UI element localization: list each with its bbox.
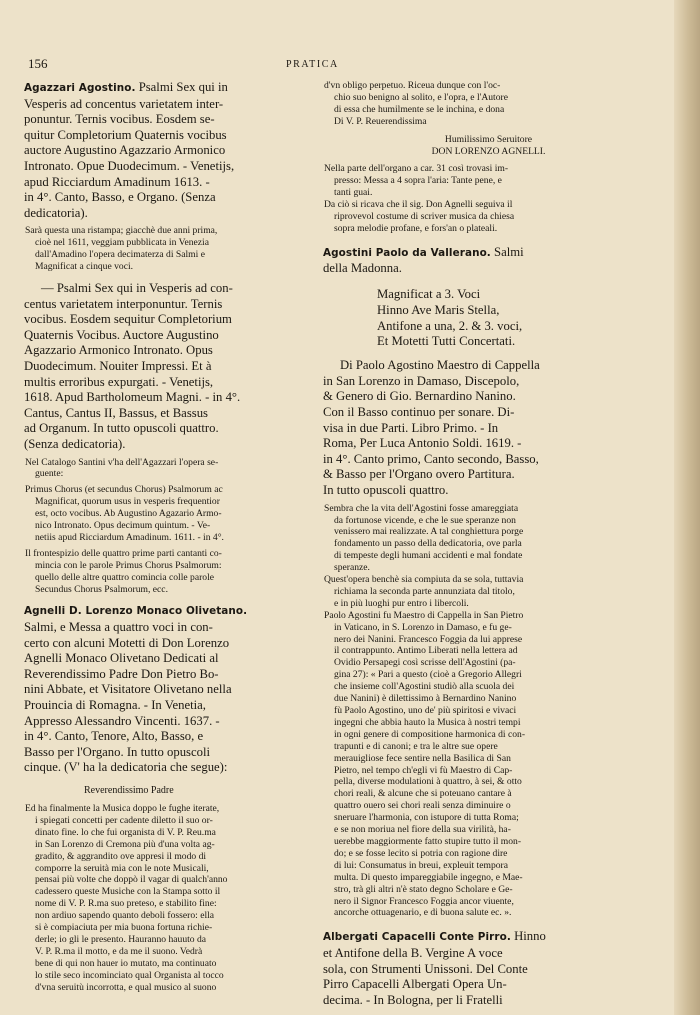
- entry-agazzari-1: [24, 80, 296, 221]
- entry-body: Salmi della Madonna.: [323, 244, 524, 276]
- page-number: 156: [28, 56, 48, 71]
- entry-body: Psalmi Sex qui in Vesperis ad concentus varietatem inter- ponuntur. Ternis vocibus. Eosdem se- quitur Completorium Quaternis vocibus auctore Augustino Agazzario Armonico Intronato. Opue Duodecimum. - Venetijs, apud Ricciardum Amadinum 1613. - in 4°. Canto, Basso, e Organo. (Senza dedicatoria).: [24, 80, 235, 220]
- right-column: [323, 80, 654, 1008]
- entry-note: Nella parte dell'organo a car. 31 così trovasi im- presso: Messa a 4 sopra l'aria: Tante pene, e tanti guai.: [324, 163, 509, 199]
- entry-body: Salmi, e Messa a quattro voci in con- certo con alcuni Motetti di Don Lorenzo Agnelli Monaco Olivetano Dedicati al Reverendissimo Padre Don Pietro Bo- nini Abbate, et Visitatore Olivetano nella Prouincia di Romagna. - In Venetia, Appresso Alessandro Vincenti. 1637. - in 4°. Canto, Tenore, Alto, Basso, e Basso per l'Organo. In tutto opuscoli cinque. (V' ha la dedicatoria che segue):: [24, 620, 232, 775]
- dedication-letter: Ed ha finalmente la Musica doppo le fughe iterate, i spiegati concetti per cadente diletto il suo or- dinato fine. lo che fui organista di V. P. Reu.ma in San Lorenzo di Cremona più d'una volta ag- gradito, & aggrandito ove appresi il modo di comporre la seruità mia con le note Musicali, pensai più volte che doppò il vagar di qualch'anno cadessero queste Musiche con la Stampa sotto il nome di V. P. R.ma suo preteso, e stabilito fine: non ardiuo sapendo quanto deboli fossero: ella si è compiaciuta per mia buona fortuna richie- derle; io gli le presento. Hauranno hauuto da V. P. R.ma il motto, e da me il suono. Vedrà bene di qui non hauer io mutato, ma continuato lo stile seco incominciato qual Organista al tocco d'vna seruitù incorrotta, e qual musico al suono: [25, 803, 228, 993]
- entry-note: Da ciò si ricava che il sig. Don Agnelli seguiva il riprovevol costume di scriver musica da chiesa sopra melodie profane, e fors'an o plateali.: [324, 199, 515, 234]
- dedication-letter-continued: d'vn obligo perpetuo. Riceua dunque con l'oc- chio suo benigno al solito, e l'opra, e l'Autore di essa che humilmente se le inchina, e dona Di V. P. Reuerendissima: [324, 80, 508, 127]
- running-head: PRATICA: [286, 59, 339, 70]
- entry-note: Sarà questa una ristampa; giacchè due anni prima, cioè nel 1611, veggiam pubblicata in Venezia dall'Amadino l'opera decimaterza di Salmi e Magnificat a cinque voci.: [25, 225, 218, 273]
- entry-note: Il frontespizio delle quattro prime parti cantanti co- mincia con le parole Primus Chorus Psalmorum: quello delle altre quattro comincia colle parole Secundus Chorus Psalmorum, ecc.: [25, 547, 222, 595]
- left-column: [24, 80, 296, 994]
- entry-heading: Albergati Capacelli Conte Pirro.: [323, 931, 511, 944]
- letter-salutation: Reverendissimo Padre: [84, 785, 174, 796]
- entry-note: Primus Chorus (et secundus Chorus) Psalmorum ac Magnificat, quorum usus in vesperis frequentior est, octo vocibus. Ab Augustino Agazario Armo- nico Intronato. Opus decimum quintum. - Ve- netiis apud Ricciardum Amadinum. 1611. - in 4°.: [25, 484, 224, 543]
- entry-heading: Agazzari Agostino.: [24, 82, 136, 94]
- entry-note: Quest'opera benchè sia compiuta da se sola, tuttavia richiama la seconda parte annunziata dal titolo, e in più luoghi pur entro i libercoli.: [324, 574, 524, 609]
- entry-agostini: [323, 245, 654, 277]
- entry-body: Di Paolo Agostino Maestro di Cappella in San Lorenzo in Damaso, Discepolo, & Genero di Gio. Bernardino Nanino. Con il Basso continuo per sonare. Di- visa in due Parti. Libro Primo. - In Roma, Per Luca Antonio Soldi. 1619. - in 4°. Canto primo, Canto secondo, Basso, & Basso per l'Organo overo Partitura. In tutto opuscoli quattro.: [323, 358, 540, 497]
- entry-heading: Agostini Paolo da Vallerano.: [323, 246, 491, 259]
- entry-albergati: [323, 929, 654, 1008]
- entry-body: Hinno et Antifone della B. Vergine A voce sola, con Strumenti Unissoni. Del Conte Pirro Capacelli Albergati Opera Un- decima. - In Bologna, per li Fratelli: [323, 929, 546, 1007]
- title-block: Magnificat a 3. Voci Hinno Ave Maris Stella, Antifone a una, 2. & 3. voci, Et Motetti Tutti Concertati.: [377, 287, 523, 349]
- entry-note: Paolo Agostini fu Maestro di Cappella in San Pietro in Vaticano, in S. Lorenzo in Damaso, e fu ge- nero dei Nanini. Francesco Foggia da lui apprese il contrappunto. Antimo Liberati nella lettera ad Ovidio Persapegi così scrisse dell'Agostini (pa- gina 27): « Pari a questo (cioè a Gregorio Allegri che insieme coll'Agostini studiò alla scuola dei due Nanini) è dilettissimo à Bernardino Nanino fù Paolo Agostino, uno de' più spiritosi e vivaci ingegni che abbia hauto la Musica à nostri tempi in ogni genere di compositione harmonica di con- trapunti e di canoni; e tra le altre sue opere merauigliose fece sentire nella Basilica di San Pietro, nel tempo ch'egli vi fù Maestro di Cap- pella, diverse modulationi à quattro, à sei, & otto chori reali, & alcune che si poteuano cantare à quattro ouero sei chori reali senza diminuire o sneruare l'harmonia, con istupore di tutta Roma; e se non moriua nel fiore della sua virilità, ha- uerebbe maggiormente fatto stupire tutto il mon- do; e se fosse lecito si potria con ragione dire di lui: Consumatus in breui, expleuit tempora multa. Di questo impareggiabile ingegno, e Mae- stro, trà gli altri n'è stato degno Scholare e Ge- nero il Signor Francesco Foggia ancor viuente, ancorche ottuagenario, e di buona salute ec. ».: [324, 609, 526, 919]
- entry-agazzari-2: — Psalmi Sex qui in Vesperis ad con- centus varietatem interponuntur. Ternis vocibus. Eosdem sequitur Completorium Quaternis Vocibus. Auctore Augustino Agazzario Armonico Intronato. Opus Duodecimum. Nouiter Impressi. Et à multis erroribus expurgati. - Venetijs, 1618. Apud Bartholomeum Magni. - in 4°. Cantus, Cantus II, Bassus, et Bassus ad Organum. In tutto opuscoli quattro. (Senza dedicatoria).: [24, 280, 241, 451]
- entry-agnelli: [24, 603, 296, 620]
- letter-signature: Humilissimo Seruitore DON LORENZO AGNELLI.: [431, 133, 546, 157]
- entry-note: Nel Catalogo Santini v'ha dell'Agazzari l'opera se- guente:: [25, 456, 219, 480]
- entry-note: Sembra che la vita dell'Agostini fosse amareggiata da fortunose vicende, e che le sue speranze non venissero mai realizzate. A tal conghiettura porge fondamento un passo della dedicatoria, ove parla di tempeste degli humani accidenti e mal fondate speranze.: [324, 502, 524, 574]
- page-gutter: [674, 0, 700, 1015]
- entry-heading: Agnelli D. Lorenzo Monaco Olivetano.: [24, 605, 248, 618]
